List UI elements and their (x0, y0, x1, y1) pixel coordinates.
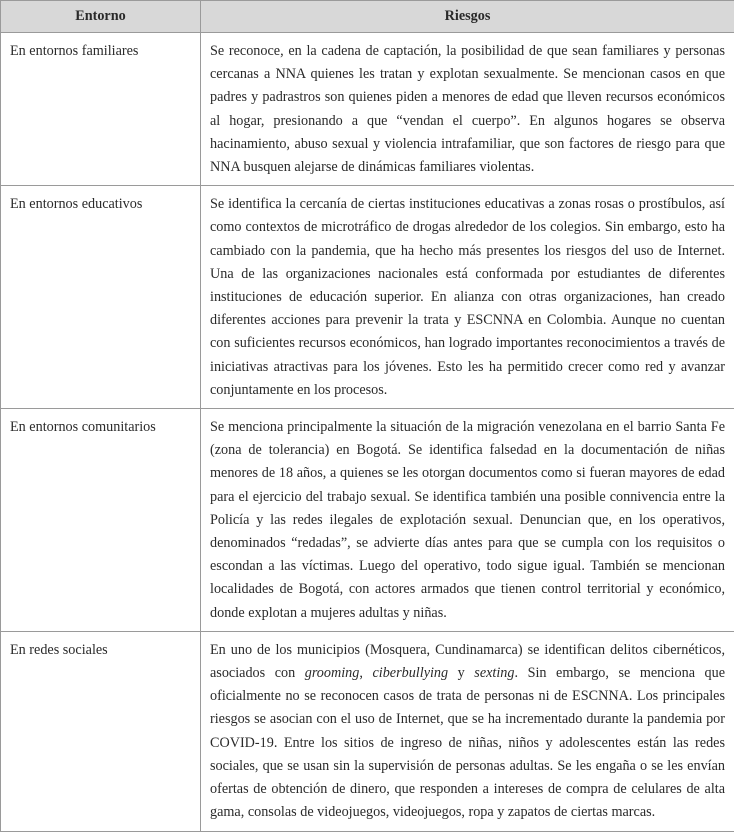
riesgos-text: . Sin embargo, se menciona que oficialmente no se reconocen casos de trata de personas ni de ESCNNA. Los principales riesgos se asocian con el uso de Internet, que se ha incrementado durante la pandemia por COVID-19. Entre los sitios de ingreso de niñas, niños y adolescentes están las redes sociales, que se usan sin la supervisión de personas adultas. Se les engaña o se les envían ofertas de obtención de dinero, que responden a intereses de compra de celulares de alta gama, consolas de videojuegos, videojuegos, ropa y zapatos de ciertas marcas. (210, 665, 725, 820)
table-row (1, 186, 734, 409)
table-row (1, 631, 734, 831)
riesgos-cell: Se reconoce, en la cadena de captación, la posibilidad de que sean familiares y personas cercanas a NNA quienes les tratan y explotan sexualmente. Se mencionan casos en que padres y padrastros son quienes piden a menores de edad que lleven recursos económicos al hogar, presionando a que “vendan el cuerpo”. En algunos hogares se observa hacinamiento, abuso sexual y violencia intrafamiliar, que son factores de riesgo para que NNA busquen alejarse de dinámicas familiares violentas. (201, 33, 734, 186)
table-row (1, 409, 734, 632)
riesgos-text: En uno de los municipios (Mosquera, Cundinamarca) se identifican delitos cibernéticos, asociados con (210, 642, 725, 681)
entorno-cell: En redes sociales (1, 631, 201, 831)
header-riesgos: Riesgos (201, 1, 734, 33)
riesgos-text: y (448, 665, 474, 681)
riesgos-emphasis: sexting (474, 665, 514, 681)
entorno-cell: En entornos educativos (1, 186, 201, 409)
riesgos-cell: Se identifica la cercanía de ciertas instituciones educativas a zonas rosas o prostíbulos, así como contextos de microtráfico de drogas alrededor de los colegios. Sin embargo, esto ha cambiado con la pandemia, que ha hecho más presentes los riesgos del uso de Internet. Una de las organizaciones nacionales está conformada por estudiantes de diferentes instituciones de educación superior. En alianza con otras organizaciones, han creado diferentes acciones para prevenir la trata y ESCNNA en Colombia. Aunque no cuentan con suficientes recursos económicos, han logrado importantes reconocimientos a través de iniciativas atractivas para los jóvenes. Esto les ha permitido crecer como red y avanzar conjuntamente en los procesos. (201, 186, 734, 409)
riesgos-emphasis: ciberbullying (372, 665, 448, 681)
header-entorno: Entorno (1, 1, 201, 33)
riesgos-text: , (359, 665, 372, 681)
table-row (1, 33, 734, 186)
riesgos-cell (201, 631, 734, 831)
riesgos-emphasis: grooming (305, 665, 360, 681)
riesgos-cell: Se menciona principalmente la situación de la migración venezolana en el barrio Santa Fe (zona de tolerancia) en Bogotá. Se identifica falsedad en la documentación de niñas menores de 18 años, a quienes se les otorgan documentos como si fueran mayores de edad para el ejercicio del trabajo sexual. Se identifica también una posible connivencia entre la Policía y las redes ilegales de explotación sexual. Denuncian que, en los operativos, denominados “redadas”, se advierte días antes para que se cumpla con los requisitos o escondan a las víctimas. Luego del operativo, todo sigue igual. También se mencionan localidades de Bogotá, con actores armados que tienen control territorial y económico, donde explotan a mujeres adultas y niñas. (201, 409, 734, 632)
entorno-cell: En entornos familiares (1, 33, 201, 186)
table-header-row (1, 1, 734, 33)
entorno-cell: En entornos comunitarios (1, 409, 201, 632)
